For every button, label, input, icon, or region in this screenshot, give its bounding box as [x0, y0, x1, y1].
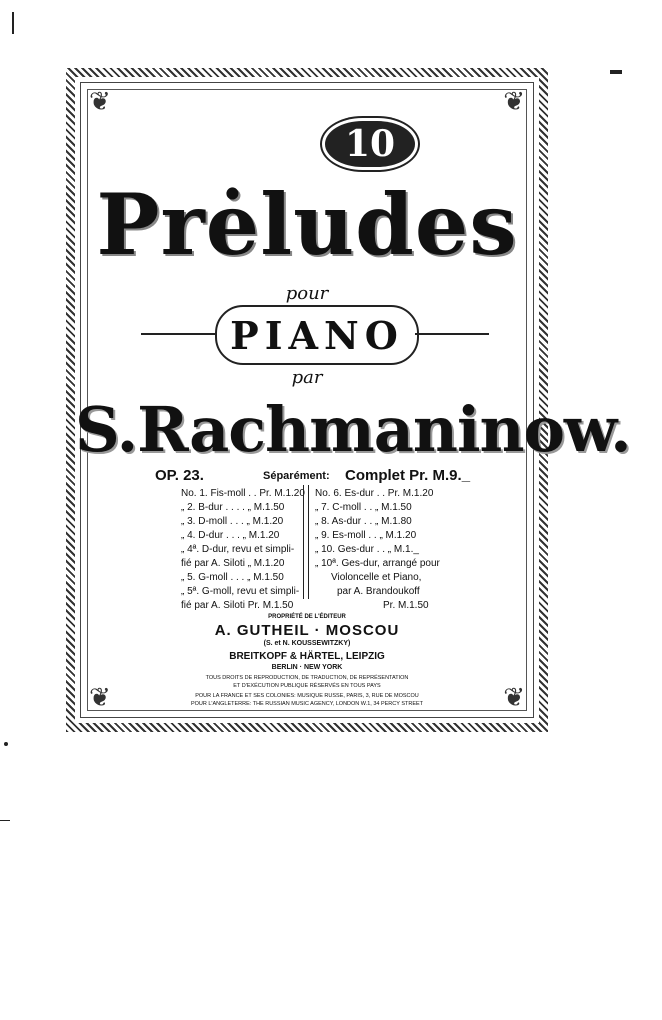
par-label: par	[291, 367, 323, 388]
price-list-right	[315, 487, 440, 613]
list-item: „ 8. As-dur . . „ M.1.80	[315, 516, 412, 527]
list-item: No. 1. Fis-moll . . Pr. M.1.20	[181, 488, 305, 499]
complete-price: Complet Pr. M.9._	[345, 467, 471, 484]
list-item: Violoncelle et Piano,	[331, 572, 422, 583]
list-item: Pr. M.1.50	[383, 600, 429, 611]
scan-mark-top-left	[12, 12, 14, 34]
left-flourish	[141, 333, 215, 335]
corner-ornament-icon: ❦	[89, 87, 111, 117]
rights-line-1: TOUS DROITS DE REPRODUCTION, DE TRADUCTION, DE REPRÉSENTATION	[205, 675, 409, 681]
list-item: „ 10. Ges-dur . . „ M.1._	[315, 544, 419, 555]
partner-cities: BERLIN · NEW YORK	[271, 664, 343, 671]
corner-ornament-icon: ❦	[503, 87, 525, 117]
list-item: No. 6. Es-dur . . Pr. M.1.20	[315, 488, 434, 499]
page-title: Prėludes	[96, 175, 518, 274]
ornamental-border	[66, 68, 631, 732]
number-label: 10	[344, 123, 396, 165]
rights-line-2: ET D'EXÉCUTION PUBLIQUE RÉSERVÉS EN TOUS PAYS	[233, 683, 381, 689]
property-line: PROPRIÉTÉ DE L'ÉDITEUR	[268, 614, 346, 620]
instrument-cartouche	[215, 305, 419, 365]
number-badge	[325, 121, 415, 167]
opus-number: OP. 23.	[155, 467, 204, 484]
right-flourish	[415, 333, 489, 335]
publisher-owner: (S. et N. KOUSSEWITZKY)	[263, 640, 351, 647]
corner-ornament-icon: ❦	[89, 683, 111, 713]
partner-publisher: BREITKOPF & HÄRTEL, LEIPZIG	[229, 651, 385, 662]
list-item: par A. Brandoukoff	[337, 586, 420, 597]
list-item: „ 9. Es-moll . . „ M.1.20	[315, 530, 417, 541]
column-divider	[303, 485, 309, 599]
list-item: „ 5. G-moll . . . „ M.1.50	[181, 572, 284, 583]
list-item: „ 10ª. Ges-dur, arrangé pour	[315, 558, 440, 569]
scan-mark-right	[610, 70, 622, 74]
list-item: fié par A. Siloti Pr. M.1.50	[181, 600, 294, 611]
list-item: „ 4ª. D-dur, revu et simpli-	[181, 544, 295, 555]
france-agent: POUR LA FRANCE ET SES COLONIES: MUSIQUE RUSSE, PARIS, 3, RUE DE MOSCOU	[195, 693, 419, 699]
price-list-left	[181, 487, 305, 613]
list-item: „ 4. D-dur . . . „ M.1.20	[181, 530, 280, 541]
list-item: „ 7. C-moll . . „ M.1.50	[315, 502, 412, 513]
list-item: fié par A. Siloti „ M.1.20	[181, 558, 285, 569]
composer-name: S.Rachmaninow.	[75, 393, 631, 466]
list-item: „ 2. B-dur . . . . „ M.1.50	[181, 502, 285, 513]
scan-mark-bottom-line	[0, 820, 10, 821]
scan-mark-left-dot	[4, 742, 8, 746]
list-item: „ 5ª. G-moll, revu et simpli-	[181, 586, 300, 597]
list-item: „ 3. D-moll . . . „ M.1.20	[181, 516, 284, 527]
england-agent: POUR L'ANGLETERRE: THE RUSSIAN MUSIC AGENCY, LONDON W.1, 34 PERCY STREET	[190, 701, 424, 707]
instrument-label: PIANO	[230, 312, 404, 358]
corner-ornament-icon: ❦	[503, 683, 525, 713]
pour-label: pour	[285, 283, 329, 304]
separately-label: Séparément:	[263, 470, 330, 482]
publisher-name: A. GUTHEIL · MOSCOU	[214, 622, 400, 639]
